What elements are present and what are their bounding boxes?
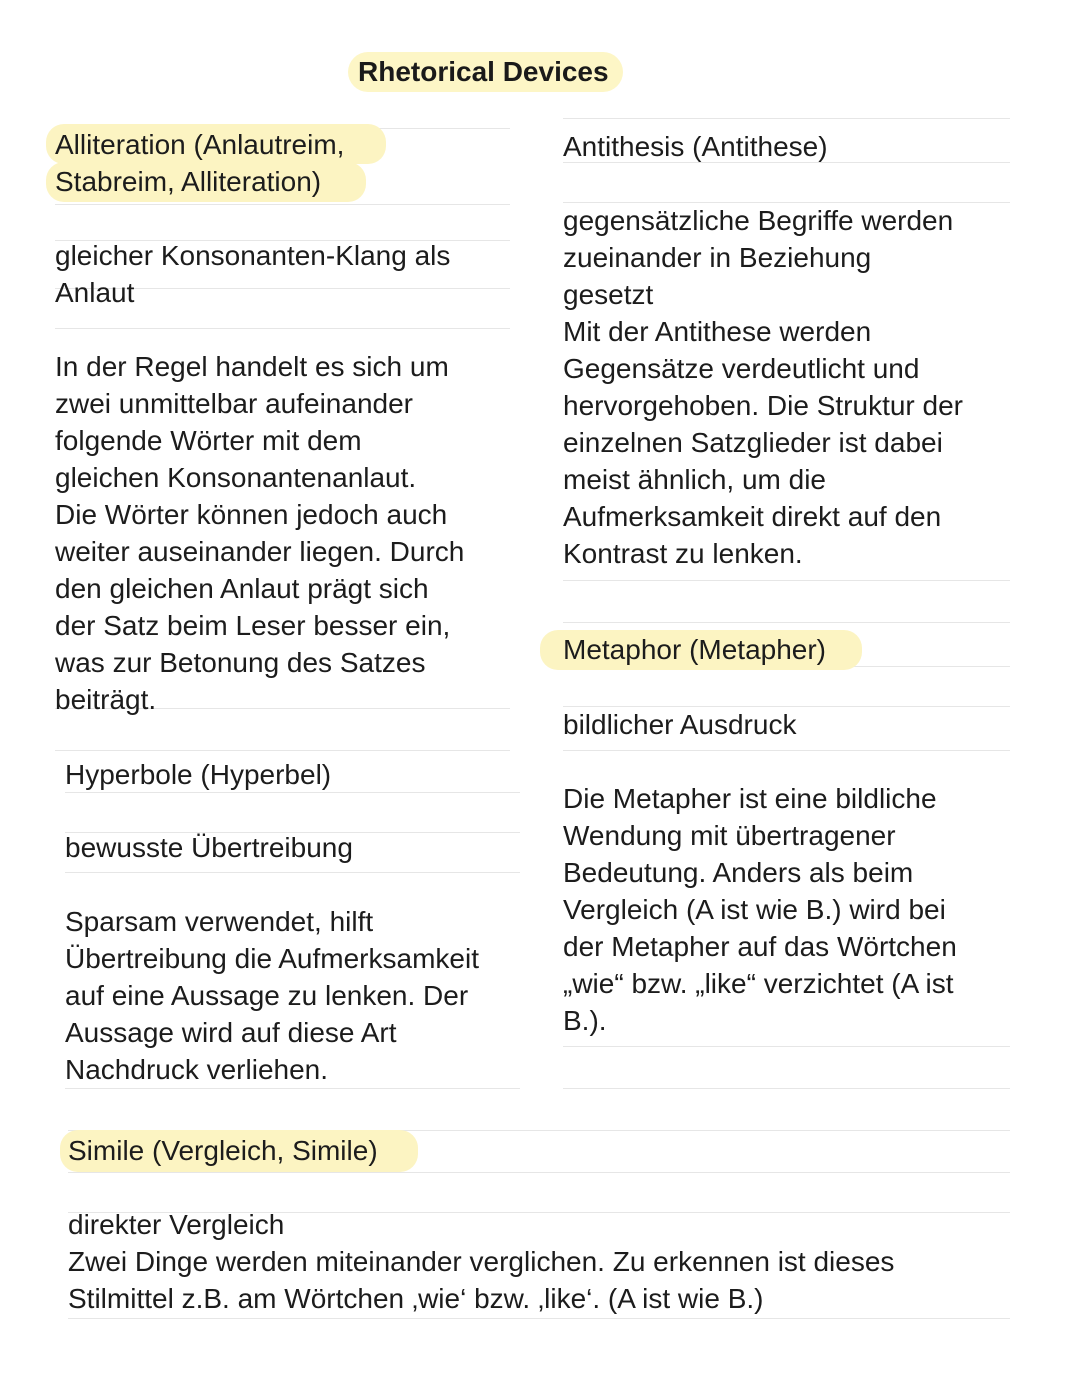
- metaphor-heading: Metaphor (Metapher): [563, 634, 827, 665]
- metaphor-explanation: Die Metapher ist eine bildliche Wendung mit übertragener Bedeutung. Anders als beim Vergleich (A ist wie B.) wird bei der Metapher auf das Wörtchen „wie“ bzw. „like“ verzichtet (A ist B.).: [563, 783, 957, 1036]
- hyperbole-explanation: Sparsam verwendet, hilft Übertreibung die Aufmerksamkeit auf eine Aussage zu lenken. Der Aussage wird auf diese Art Nachdruck verliehen.: [65, 906, 479, 1085]
- antithesis-explanation: gegensätzliche Begriffe werden zueinander in Beziehung gesetzt Mit der Antithese werden Gegensätze verdeutlicht und hervorgehoben. Die Struktur der einzelnen Satzglieder ist dabei meist ähnlich, um die Aufmerksamkeit direkt auf den Kontrast zu lenken.: [563, 205, 963, 569]
- alliteration-definition: gleicher Konsonanten-Klang als Anlaut: [55, 240, 451, 308]
- alliteration-explanation: In der Regel handelt es sich um zwei unmittelbar aufeinander folgende Wörter mit dem gleichen Konsonantenanlaut. Die Wörter können jedoch auch weiter auseinander liegen. Durch den gleichen Anlaut prägt sich der Satz beim Leser besser ein, was zur Betonung des Satzes beiträgt.: [55, 351, 465, 715]
- metaphor-definition: bildlicher Ausdruck: [563, 709, 797, 740]
- simile-heading: Simile (Vergleich, Simile): [68, 1135, 378, 1166]
- antithesis-heading: Antithesis (Antithese): [563, 131, 828, 162]
- hyperbole-heading: Hyperbole (Hyperbel): [65, 759, 332, 790]
- alliteration-heading: Alliteration (Anlautreim, Stabreim, Alliteration): [55, 129, 345, 197]
- hyperbole-definition: bewusste Übertreibung: [65, 832, 353, 863]
- simile-explanation: direkter Vergleich Zwei Dinge werden miteinander verglichen. Zu erkennen ist dieses Stilmittel z.B. am Wörtchen ‚wie‘ bzw. ‚like‘. (A ist wie B.): [68, 1209, 895, 1314]
- page-title: Rhetorical Devices: [348, 52, 623, 92]
